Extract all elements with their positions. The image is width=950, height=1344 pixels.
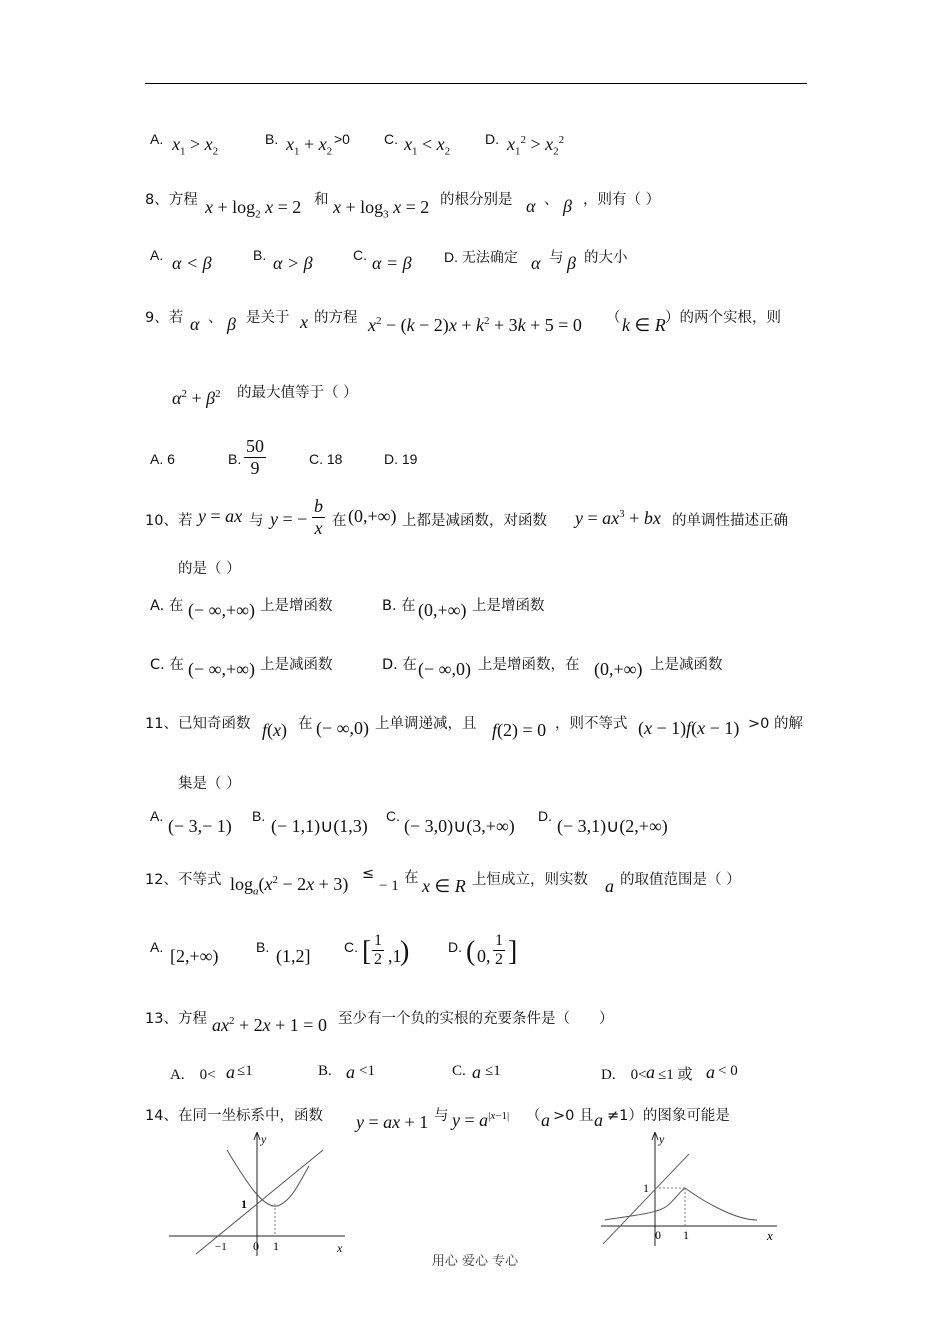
q8-option-a-label: A. <box>150 247 164 263</box>
q9-expression: $\alpha^2 + \beta^2$ <box>172 388 221 408</box>
left-graph-zero: 0 <box>253 1239 259 1253</box>
q14-var-a2: a <box>594 1110 603 1130</box>
q12-var-a: a <box>605 876 614 896</box>
q13-option-b-label: B. <box>318 1063 332 1079</box>
q10-option-b-tail: 上是增函数 <box>472 598 545 614</box>
q11-fx: f(x) <box>262 720 288 740</box>
q13-option-c-label: C. <box>452 1063 466 1079</box>
q8-option-d-beta: β <box>567 253 576 273</box>
q10-option-a-label: A. 在 <box>150 598 184 614</box>
q8-eq1: $x + \log_2 x = 2$ <box>205 197 302 221</box>
q13-option-d-mid: ≤1 或 <box>658 1067 693 1083</box>
q8-tail: ，则有（ ） <box>583 192 661 208</box>
q7-option-a-math: $x_1 > x_2$ <box>172 134 219 158</box>
q11-option-a-math: (− 3,− 1) <box>168 816 232 836</box>
q10-f2-lhs: y = − <box>270 509 308 529</box>
q13-tail: 至少有一个负的实根的充要条件是（ ） <box>338 1011 614 1027</box>
q11-option-d-label: D. <box>538 808 552 824</box>
q7-option-c-math: $x_1 < x_2$ <box>404 134 451 158</box>
right-graph-y-label: y <box>659 1132 665 1146</box>
left-graph-one-x: 1 <box>273 1239 279 1253</box>
q9-prefix: 9、若 <box>145 310 184 326</box>
left-graph-neg-one: −1 <box>215 1241 227 1253</box>
q14-graph-right <box>597 1128 787 1248</box>
left-graph-one-y: 1 <box>241 1197 247 1211</box>
right-graph-one-x: 1 <box>683 1228 689 1242</box>
q9-beta: β <box>227 314 236 334</box>
q10-f3: $y = ax^3$ + bx <box>575 508 661 528</box>
q10-option-d-interval2: (0,+∞) <box>594 659 643 679</box>
q10-option-d-interval1: (− ∞,0) <box>418 659 471 679</box>
q11-line2-text: 集是（ ） <box>178 776 241 792</box>
q10-mid: 上都是减函数，对函数 <box>402 513 547 529</box>
q11-mid2: ，则不等式 <box>555 716 628 732</box>
q8-option-a-math: α < β <box>172 253 212 273</box>
q11-option-c-math: (− 3,0)∪(3,+∞) <box>404 816 515 836</box>
q11-option-c-label: C. <box>386 808 400 824</box>
q12-tail: 的取值范围是（ ） <box>620 872 741 888</box>
q11-inequality: (x − 1)f(x − 1) <box>638 718 740 738</box>
q9-option-c: C. 18 <box>309 451 343 467</box>
q14-graph-left <box>165 1128 355 1258</box>
q10-and: 与 <box>249 513 264 529</box>
q8-sep: 、 <box>544 192 559 208</box>
q9-k-in-r: k ∈ R <box>622 315 666 335</box>
q10-option-d-tail: 上是减函数 <box>650 657 723 673</box>
q12-option-a-label: A. <box>150 939 164 955</box>
q8-option-c-label: C. <box>353 247 367 263</box>
curve-graph <box>227 1150 309 1206</box>
q12-le: ≤ <box>362 866 375 882</box>
q9-frac-num: 50 <box>246 436 264 456</box>
q12-option-b-math: (1,2] <box>276 946 311 966</box>
line-graph <box>603 1154 689 1244</box>
q9-frac-den: 9 <box>250 458 260 478</box>
q9-equation: $x^2 - (k - 2)x + k^2 + 3k + 5 = 0$ <box>368 315 582 335</box>
q12-mid: 上恒成立，则实数 <box>472 872 588 888</box>
left-graph-y-label: y <box>261 1132 267 1146</box>
q7-option-d-math: $x_1^2 > x_2^2$ <box>507 134 565 158</box>
q10-interval: (0,+∞) <box>348 506 397 526</box>
q14-f1: y = ax + 1 <box>356 1112 429 1132</box>
q9-paren-open: （ <box>606 310 621 326</box>
q10-option-c-interval: (− ∞,+∞) <box>188 659 255 679</box>
q8-beta: β <box>563 196 572 216</box>
q12-option-b-label: B. <box>256 939 270 955</box>
q11-interval: (− ∞,0) <box>316 718 369 738</box>
q10-f2-frac: $\frac{b}{x}$ <box>314 496 323 538</box>
q14-cond-tail: ≠1）的图象可能是 <box>607 1108 730 1124</box>
q12-log-expr: $\log_a(x^2 - 2x + 3)$ <box>230 874 349 898</box>
q13-option-a-tail: ≤1 <box>237 1063 253 1079</box>
q12-neg-one: − 1 <box>379 878 399 894</box>
q11-option-a-label: A. <box>150 808 164 824</box>
q14-cond-mid: >0 且 <box>553 1108 594 1124</box>
q8-option-c-math: α = β <box>372 253 412 273</box>
q9-is-eq: 是关于 <box>246 310 290 326</box>
q12-option-c-bracket-l: [ <box>362 936 372 967</box>
q13-option-d-var1: a <box>646 1062 655 1082</box>
q12-prefix: 12、不等式 <box>145 872 222 888</box>
q10-option-c-tail: 上是减函数 <box>260 657 333 673</box>
q9-var-x: x <box>300 312 308 332</box>
q8-option-b-label: B. <box>253 247 267 263</box>
q13-option-b-tail: <1 <box>359 1063 375 1079</box>
q12-option-d-frac: $\frac{1}{2}$ <box>495 932 503 968</box>
q12-option-c-rest: ,1 <box>388 946 402 966</box>
q12-option-c-bracket-r: ) <box>400 936 410 967</box>
right-graph-one-y: 1 <box>643 1181 649 1195</box>
q12-option-d-bracket-r: ] <box>508 936 518 967</box>
q7-option-d-label: D. <box>485 131 499 147</box>
q13-prefix: 13、方程 <box>145 1011 207 1027</box>
q11-option-b-label: B. <box>252 808 266 824</box>
q13-option-c-var: a <box>472 1062 481 1082</box>
q7-option-a-label: A. <box>150 131 164 147</box>
q12-option-a-math: [2,+∞) <box>170 946 219 966</box>
q11-prefix: 11、已知奇函数 <box>145 716 251 732</box>
q11-option-d-math: (− 3,1)∪(2,+∞) <box>557 816 668 836</box>
q14-f2: $y = a^{|x-1|}$ <box>452 1110 510 1130</box>
q13-option-d-var2: a <box>706 1062 715 1082</box>
q14-prefix: 14、在同一坐标系中，函数 <box>145 1108 323 1124</box>
q10-line2-text: 的是（ ） <box>178 561 241 577</box>
q10-option-d-label: D. 在 <box>382 657 417 673</box>
q10-option-c-label: C. 在 <box>150 657 184 673</box>
q13-equation: $ax^2 + 2x + 1 = 0$ <box>212 1015 327 1035</box>
q12-x-in-r: x ∈ R <box>422 876 466 896</box>
q9-option-b-fraction <box>244 436 266 479</box>
q9-alpha: α <box>190 314 200 334</box>
q8-and: 和 <box>314 192 329 208</box>
q9-line2-tail: 的最大值等于（ ） <box>237 385 358 401</box>
q9-option-d: D. 19 <box>384 451 418 467</box>
q8-option-d-label: D. 无法确定 <box>444 249 518 265</box>
curve-graph <box>605 1188 757 1220</box>
line-graph <box>196 1150 323 1254</box>
q9-eq-label: 的方程 <box>314 310 358 326</box>
header-rule <box>145 83 807 84</box>
q11-in: 在 <box>298 716 313 732</box>
q10-tail: 的单调性描述正确 <box>672 513 788 529</box>
q13-option-d-tail: < 0 <box>718 1063 738 1079</box>
q8-option-d-and: 与 <box>549 250 564 266</box>
q13-option-c-tail: ≤1 <box>485 1063 501 1079</box>
q11-option-b-math: (− 1,1)∪(1,3) <box>271 816 368 836</box>
page-footer: 用心 爱心 专心 <box>431 1254 519 1269</box>
q10-option-b-interval: (0,+∞) <box>418 600 467 620</box>
q12-option-c-frac: $\frac{1}{2}$ <box>374 932 382 968</box>
q9-option-b-label: B. <box>228 451 242 467</box>
q12-option-d-zero: 0, <box>477 946 491 966</box>
q7-option-b-tail: >0 <box>334 131 350 147</box>
q8-option-d-alpha: α <box>531 253 541 273</box>
q11-mid: 上单调递减，且 <box>375 716 477 732</box>
q8-eq2: $x + \log_3 x = 2$ <box>333 197 430 221</box>
q13-option-b-var: a <box>346 1062 355 1082</box>
q12-option-d-bracket-l: ( <box>466 936 476 967</box>
q7-option-b-label: B. <box>265 131 279 147</box>
q9-sep: 、 <box>208 310 223 326</box>
q8-prefix: 8、方程 <box>145 192 198 208</box>
q10-in: 在 <box>332 513 347 529</box>
q10-f1: y = ax <box>198 506 243 526</box>
q12-option-d-label: D. <box>448 939 462 955</box>
q14-var-a1: a <box>541 1110 550 1130</box>
q9-option-a: A. 6 <box>150 451 175 467</box>
q8-option-b-math: α > β <box>273 253 313 273</box>
q14-and: 与 <box>434 1108 449 1124</box>
q10-prefix: 10、若 <box>145 513 193 529</box>
q12-in: 在 <box>404 870 419 886</box>
q13-option-a-var: a <box>226 1062 235 1082</box>
q13-option-d-label: D. 0< <box>601 1067 647 1083</box>
q7-option-c-label: C. <box>384 131 398 147</box>
q10-option-d-mid: 上是增函数，在 <box>478 657 580 673</box>
q10-option-a-tail: 上是增函数 <box>260 598 333 614</box>
q14-paren: （ <box>526 1108 541 1124</box>
q10-option-b-label: B. 在 <box>382 598 416 614</box>
q8-alpha: α <box>526 196 536 216</box>
q12-option-c-label: C. <box>344 939 358 955</box>
left-graph-x-label: x <box>337 1241 343 1255</box>
q9-tail: ）的两个实根，则 <box>665 310 781 326</box>
q11-f2: f(2) = 0 <box>492 720 547 740</box>
q8-option-d-tail: 的大小 <box>584 250 628 266</box>
q13-option-a-label: A. 0< <box>170 1067 216 1083</box>
q10-option-a-interval: (− ∞,+∞) <box>188 600 255 620</box>
right-graph-x-label: x <box>767 1228 773 1243</box>
q7-option-b-math: $x_1 + x_2$ <box>286 134 333 158</box>
right-graph-zero: 0 <box>655 1228 661 1242</box>
q8-mid: 的根分别是 <box>440 192 513 208</box>
q11-tail: >0 的解 <box>748 716 803 732</box>
